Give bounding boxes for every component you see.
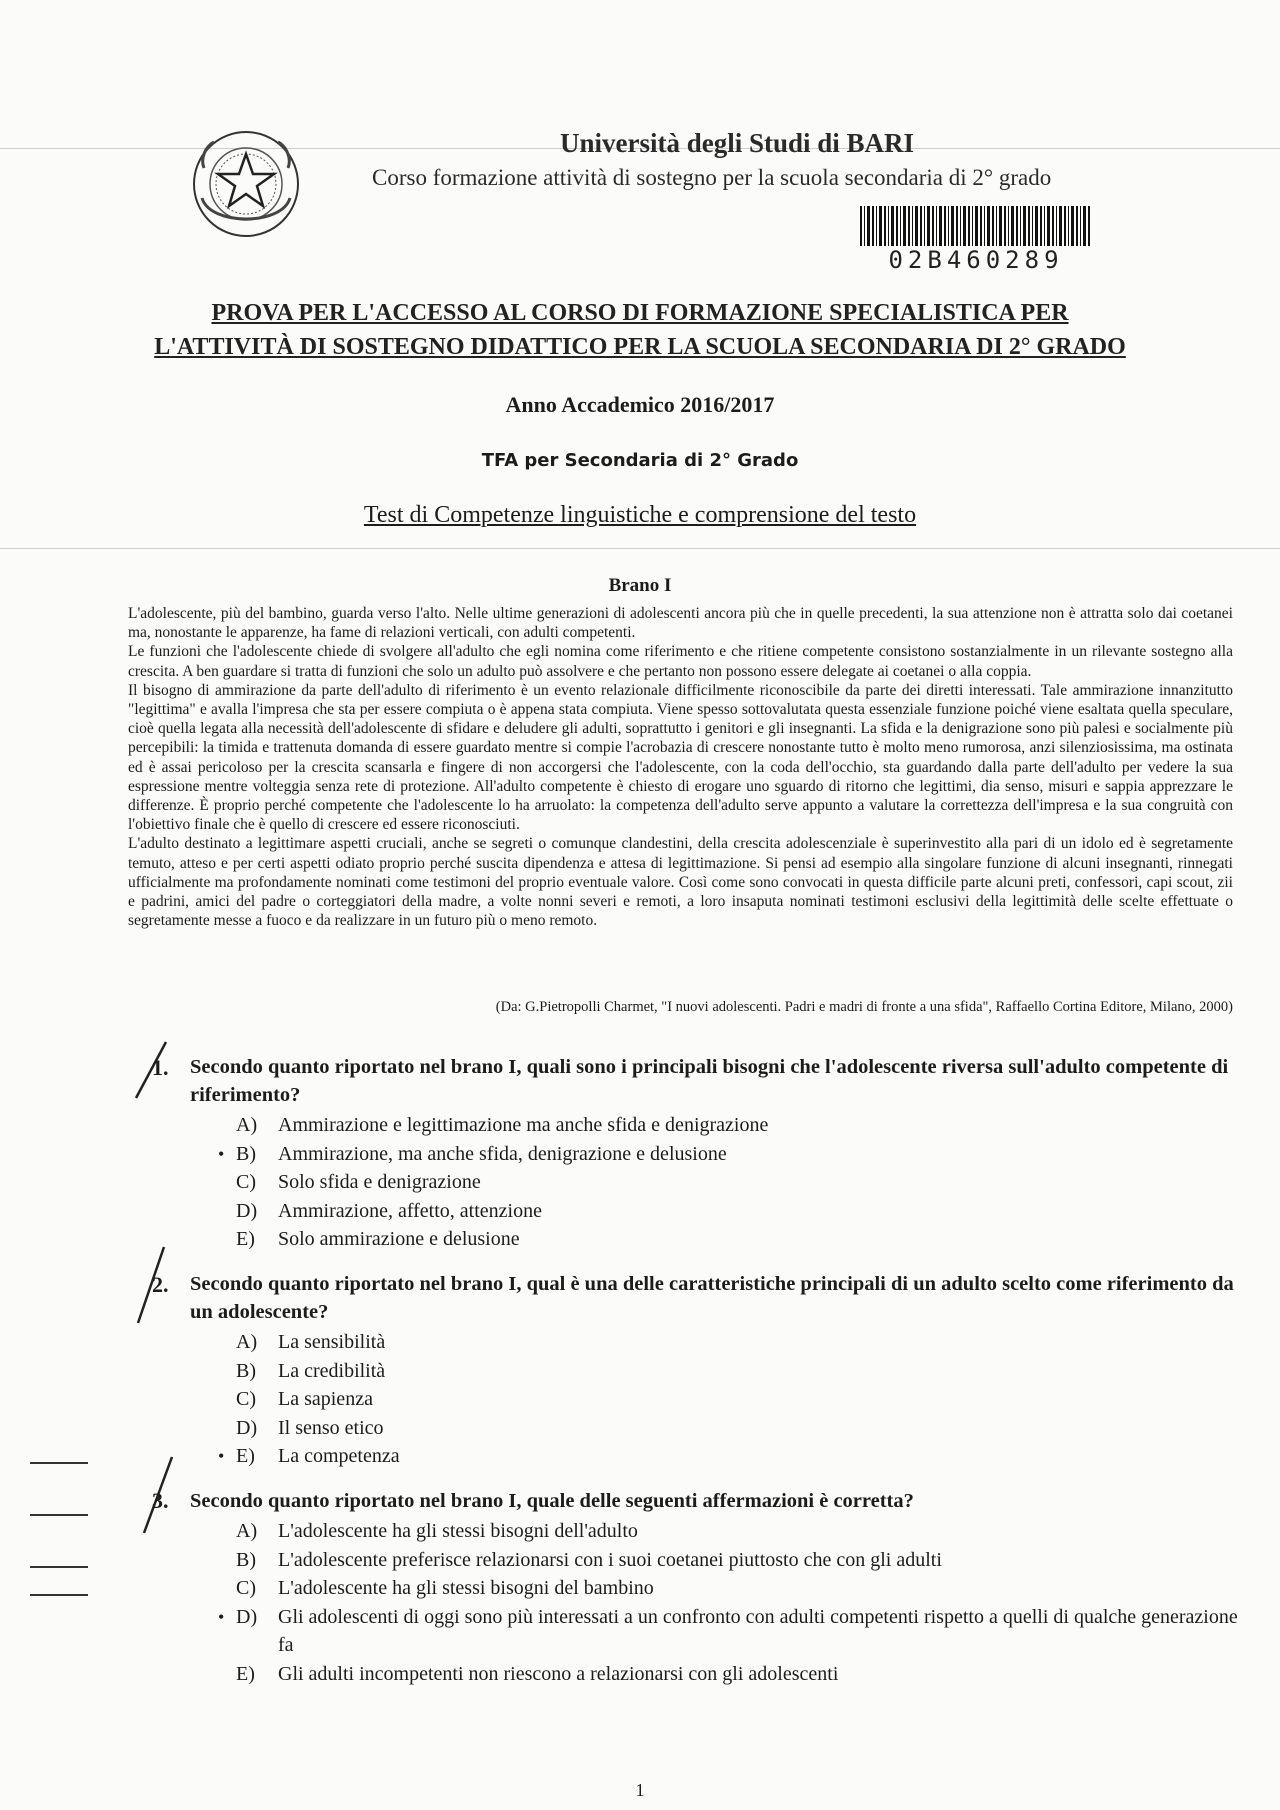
option-letter: A) (236, 1114, 258, 1136)
option-letter: D) (236, 1416, 258, 1439)
option-text: L'adolescente preferisce relazionarsi con i suoi coetanei piuttosto che con gli adulti (278, 1548, 942, 1571)
barcode (860, 206, 1092, 246)
answer-option[interactable] (236, 1225, 1240, 1254)
option-letter: C) (236, 1171, 256, 1193)
exam-title (120, 296, 1160, 364)
answer-options (218, 1328, 1240, 1471)
test-name: Test di Competenze linguistiche e comprensione del testo (363, 502, 917, 528)
answer-option[interactable] (218, 1442, 1240, 1471)
option-text: L'adolescente ha gli stessi bisogni dell'adulto (278, 1520, 638, 1542)
scan-line-middle (0, 548, 1280, 549)
answer-option[interactable] (236, 1168, 1240, 1197)
option-letter: C) (236, 1388, 256, 1410)
margin-mark (30, 1462, 88, 1464)
option-letter: C) (236, 1577, 256, 1599)
option-letter: D) (236, 1199, 258, 1222)
passage-source: (Da: G.Pietropolli Charmet, "I nuovi adolescenti. Padri e madri di fronte a una sfida", Raffaello Cortina Editore, Milano, 2000) (495, 999, 1233, 1015)
answer-option[interactable] (236, 1660, 1240, 1689)
barcode-number: 02B460289 (888, 246, 1064, 274)
question-number: 1. (152, 1055, 169, 1080)
question-text: Secondo quanto riportato nel brano I, qual è una delle caratteristiche principali di un adulto scelto come riferimento da un adolescente? (190, 1273, 1234, 1323)
passage-text (128, 604, 1233, 930)
question-number: 2. (152, 1272, 169, 1297)
option-letter: E) (236, 1662, 255, 1685)
option-letter: E) (236, 1228, 255, 1250)
passage-paragraph: Il bisogno di ammirazione da parte dell'adulto di riferimento è un evento relazionale difficilmente riconoscibile da parte dei diretti interessati. Tale ammirazione innanzitutto "legittima" e avalla l'impresa che sta per essere compiuta o è appena stata compiuta. Viene spesso sottovalutata questa essenziale funzione poiché viene esaltata quella speculare, cioè quella legata alla necessità dell'adolescente di sfidare e deludere gli adulti, soprattutto i genitori e gli insegnanti. La sfida e la denigrazione sono più palesi e socialmente più percepibili: la timida e trattenuta domanda di essere guardato mentre si compie l'acrobazia di crescere nonostante tutto è molto meno rumorosa, anzi silenziosissima, ma ostinata ed è assai pericoloso per la crescita scansarla e fingere di non accorgersi che l'adolescente, con la coda dell'occhio, sta guardando dalla parte dell'adulto per vedere la sua espressione mentre volteggia senza rete di protezione. All'adulto competente è chiesto di erogare uno sguardo di ritorno che legittimi, dia senso, misuri e sappia apprezzare le differenze. È proprio perché competente che l'adolescente lo ha arruolato: la competenza dell'adulto serve appunto a valutare la correttezza dell'impresa e la sua congruità con l'obiettivo finale che è quello di crescere ed essere riconosciuti. (128, 681, 1233, 834)
answer-option[interactable] (236, 1574, 1240, 1603)
answer-option[interactable] (236, 1517, 1240, 1546)
passage-paragraph: Le funzioni che l'adolescente chiede di svolgere all'adulto che egli nomina come riferimento e che ritiene competente consistono sostanzialmente in un rilevante sostegno alla crescita. A ben guardare si tratta di funzioni che solo un adulto può assolvere e che pertanto non possono essere delegate ai coetanei o alla coppia. (128, 643, 1233, 680)
option-letter: B) (236, 1142, 256, 1165)
option-letter: A) (236, 1331, 258, 1353)
answer-option[interactable] (236, 1357, 1240, 1386)
question-1 (190, 1053, 1240, 1254)
margin-mark (30, 1566, 88, 1568)
option-text: La credibilità (278, 1359, 386, 1382)
answer-option[interactable] (218, 1603, 1240, 1660)
option-text: Ammirazione, ma anche sfida, denigrazione e delusione (278, 1142, 727, 1165)
option-letter: A) (236, 1520, 258, 1542)
exam-title-line1: PROVA PER L'ACCESSO AL CORSO DI FORMAZIONE SPECIALISTICA PER (211, 300, 1069, 326)
answer-option[interactable] (236, 1328, 1240, 1357)
option-text: Ammirazione, affetto, attenzione (278, 1199, 542, 1222)
tick-mark-icon: • (218, 1446, 225, 1466)
option-text: Il senso etico (278, 1416, 384, 1439)
answer-option[interactable] (218, 1140, 1240, 1169)
option-text: La sensibilità (278, 1331, 386, 1353)
option-text: Ammirazione e legittimazione ma anche sfida e denigrazione (278, 1114, 769, 1136)
option-letter: B) (236, 1359, 256, 1382)
university-name: Università degli Studi di BARI (560, 128, 915, 158)
italian-republic-emblem-icon (190, 128, 302, 240)
option-text: Solo ammirazione e delusione (278, 1228, 520, 1250)
option-letter: B) (236, 1548, 256, 1571)
answer-option[interactable] (236, 1414, 1240, 1443)
option-letter: D) (236, 1605, 258, 1628)
question-text: Secondo quanto riportato nel brano I, quale delle seguenti affermazioni è corretta? (190, 1490, 914, 1512)
answer-option[interactable] (236, 1546, 1240, 1575)
exam-title-line2: L'ATTIVITÀ DI SOSTEGNO DIDATTICO PER LA SCUOLA SECONDARIA DI 2° GRADO (154, 334, 1126, 360)
question-number: 3. (152, 1488, 169, 1513)
option-text: Gli adolescenti di oggi sono più interessati a un confronto con adulti competenti rispetto a quelli di qualche generazione fa (278, 1605, 1238, 1656)
option-text: La sapienza (278, 1388, 373, 1410)
option-text: Solo sfida e denigrazione (278, 1171, 481, 1193)
answer-option[interactable] (236, 1111, 1240, 1140)
answer-options (218, 1111, 1240, 1254)
question-2 (190, 1270, 1240, 1471)
option-text: L'adolescente ha gli stessi bisogni del bambino (278, 1577, 654, 1599)
answer-options (218, 1517, 1240, 1688)
answer-option[interactable] (236, 1385, 1240, 1414)
passage-paragraph: L'adolescente, più del bambino, guarda verso l'alto. Nelle ultime generazioni di adolescenti ancora più che in quelle precedenti, la sua attenzione non è attratta solo dai coetanei ma, nonostante le apparenze, ha fame di relazioni verticali, con adulti competenti. (128, 605, 1233, 642)
question-3 (190, 1487, 1240, 1688)
option-text: Gli adulti incompetenti non riescono a relazionarsi con gli adolescenti (278, 1662, 839, 1685)
tick-mark-icon: • (218, 1606, 225, 1627)
tfa-label: TFA per Secondaria di 2° Grado (481, 450, 799, 471)
question-text: Secondo quanto riportato nel brano I, quali sono i principali bisogni che l'adolescente riversa sull'adulto competente di riferimento? (190, 1056, 1229, 1106)
passage-heading: Brano I (608, 575, 672, 596)
passage-paragraph: L'adulto destinato a legittimare aspetti cruciali, anche se segreti o comunque clandestini, della crescita adolescenziale è superinvestito alla pari di un idolo ed è segretamente temuto, atteso e per certi aspetti odiato proprio perché suscita dipendenza e attesa di legittimazione. Si pensi ad esempio alla singolare funzione di alcuni insegnanti, rinnegati ufficialmente ma profondamente nominati come testimoni del proprio eventuale valore. Così come sono convocati in questa difficile parte alcuni preti, confessori, capi scout, zii e padrini, amici del padre o corteggiatori della madre, a volte nonni severi e remoti, a loro insaputa nominati testimoni esclusivi della legittimità delle scelte effettuate o segretamente messe a fuoco e da realizzare in un futuro più o meno remoto. (128, 835, 1233, 930)
margin-mark (30, 1514, 88, 1516)
answer-option[interactable] (236, 1197, 1240, 1226)
margin-mark (30, 1594, 88, 1596)
academic-year: Anno Accademico 2016/2017 (505, 392, 775, 417)
page-number: 1 (635, 1780, 645, 1800)
course-subtitle: Corso formazione attività di sostegno per la scuola secondaria di 2° grado (372, 165, 1052, 190)
option-text: La competenza (278, 1445, 400, 1467)
tick-mark-icon: • (218, 1143, 225, 1164)
option-letter: E) (236, 1445, 255, 1467)
